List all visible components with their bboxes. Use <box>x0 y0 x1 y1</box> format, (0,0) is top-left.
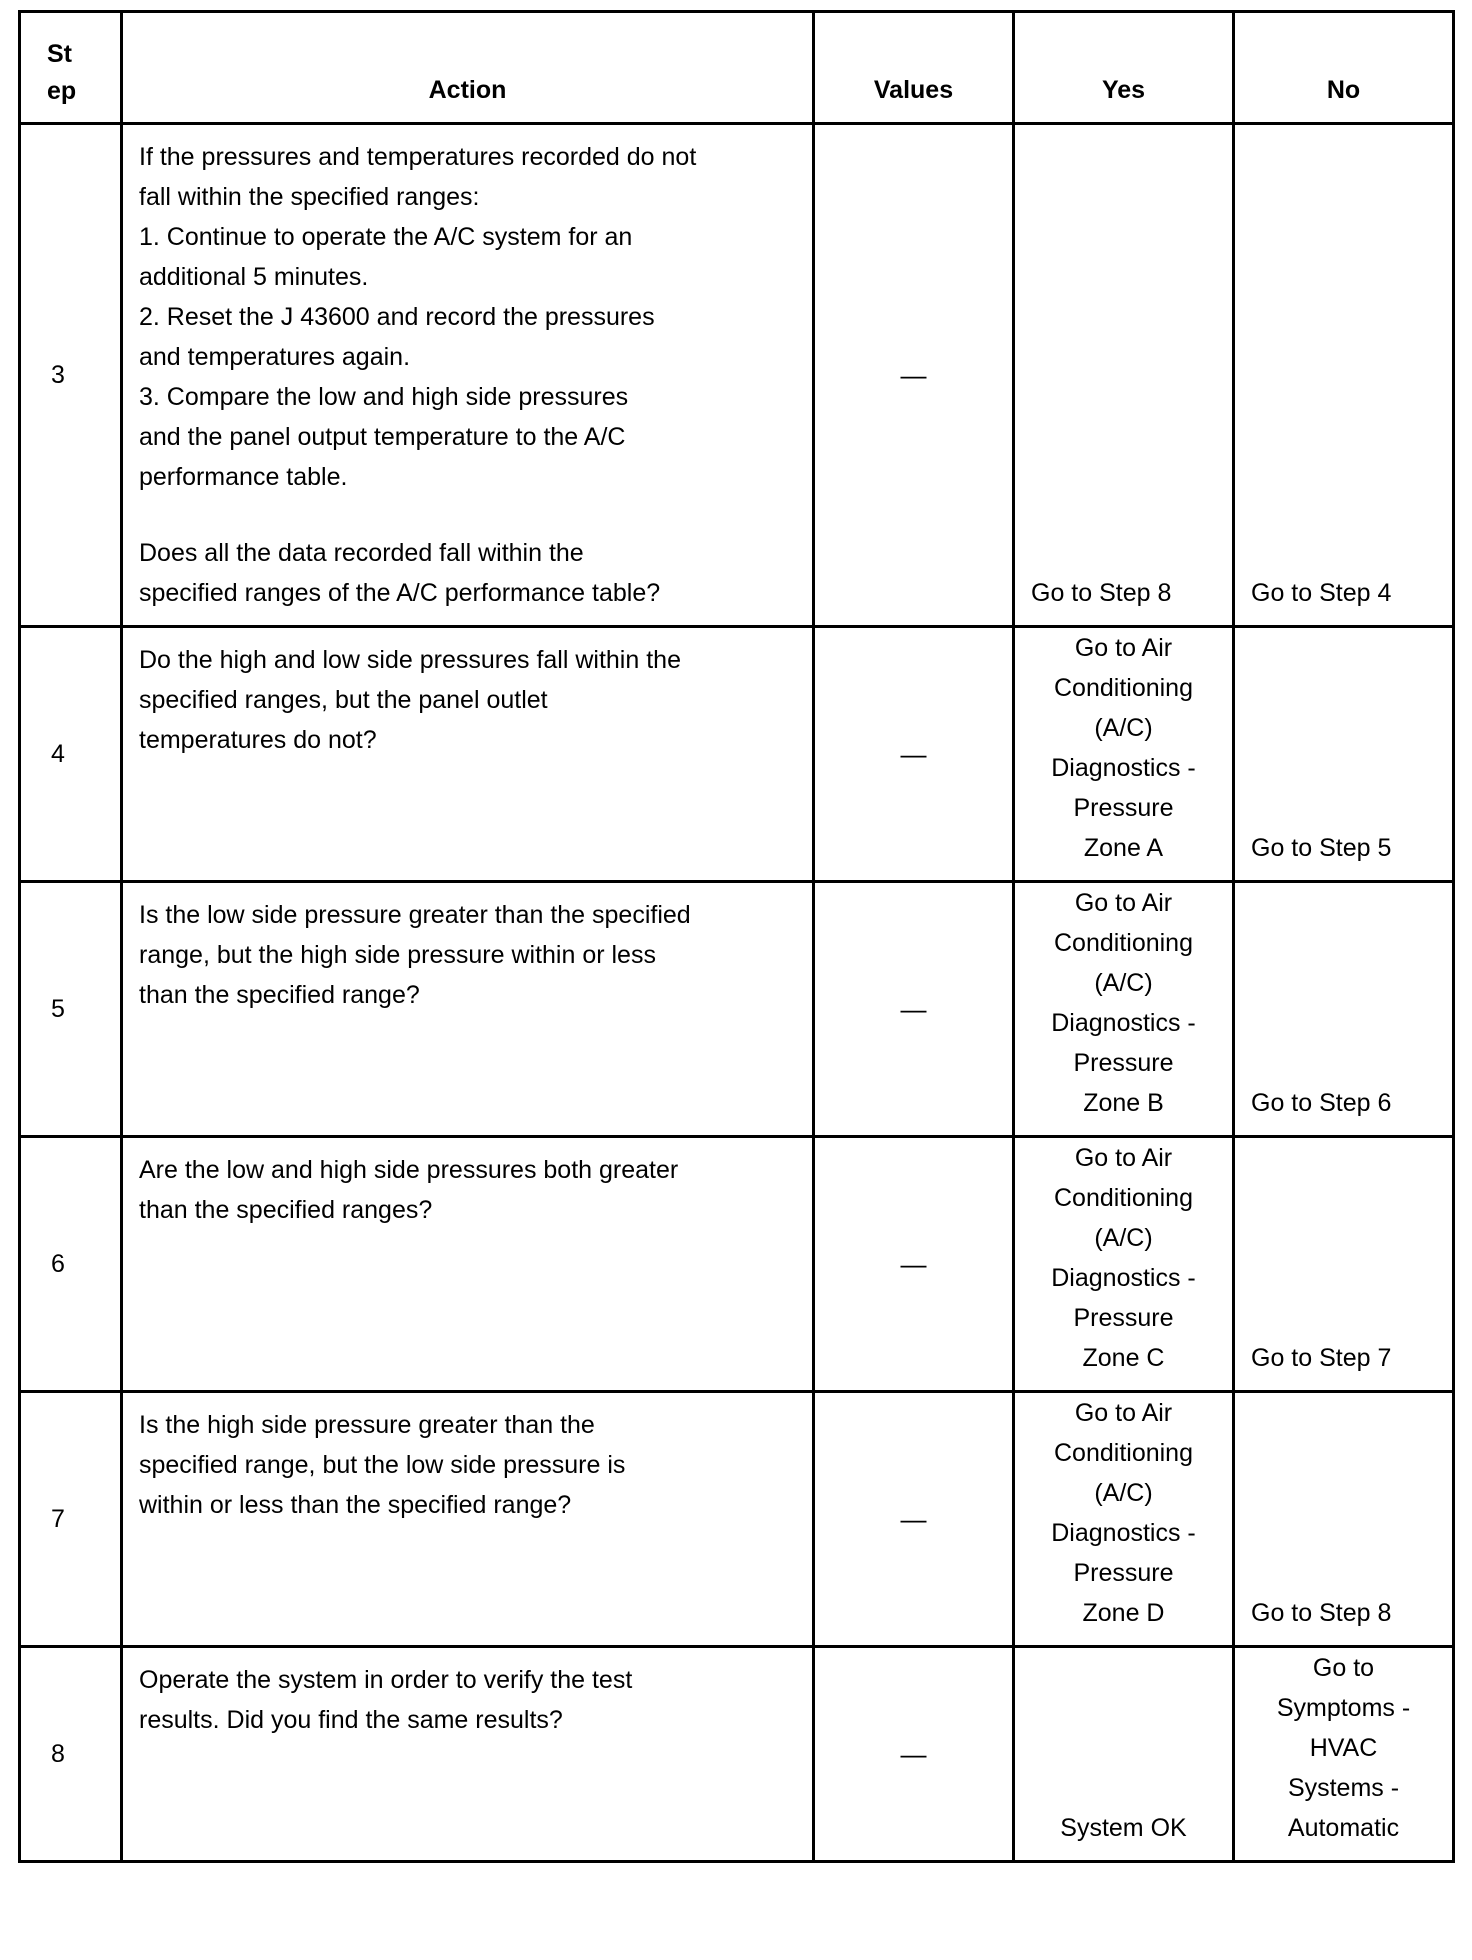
yes-line: Pressure <box>1073 1049 1174 1077</box>
step-number: 4 <box>20 627 122 882</box>
yes-line: (A/C) <box>1094 1479 1153 1507</box>
no-cell <box>1234 1647 1454 1862</box>
yes-line: Conditioning <box>1054 929 1193 957</box>
yes-line: (A/C) <box>1094 714 1153 742</box>
action-line: performance table. <box>139 463 348 491</box>
yes-cell <box>1014 124 1234 627</box>
action-line: Is the high side pressure greater than the <box>139 1411 595 1439</box>
yes-line: Go to Air <box>1074 1399 1173 1427</box>
values-cell: — <box>814 1137 1014 1392</box>
action-line: Does all the data recorded fall within the <box>139 539 584 567</box>
action-line: Are the low and high side pressures both greater <box>139 1156 679 1184</box>
action-line: 2. Reset the J 43600 and record the pressures <box>139 303 655 331</box>
action-line: 3. Compare the low and high side pressures <box>139 383 629 411</box>
action-cell <box>122 882 814 1137</box>
table-row <box>20 627 1454 882</box>
header-row <box>20 12 1454 124</box>
no-line: Go to Step 8 <box>1251 1599 1392 1627</box>
action-line: and the panel output temperature to the A/C <box>139 423 626 451</box>
yes-line: Go to Air <box>1074 889 1173 917</box>
step-number: 6 <box>20 1137 122 1392</box>
action-line: additional 5 minutes. <box>139 263 369 291</box>
action-line: fall within the specified ranges: <box>139 183 480 211</box>
no-line: HVAC <box>1309 1734 1378 1762</box>
yes-cell <box>1014 1137 1234 1392</box>
yes-line: Zone A <box>1083 834 1164 862</box>
yes-line: System OK <box>1060 1814 1187 1842</box>
no-cell <box>1234 124 1454 627</box>
action-line: specified ranges, but the panel outlet <box>139 686 548 714</box>
values-cell: — <box>814 627 1014 882</box>
header-step <box>20 12 122 124</box>
yes-cell <box>1014 1647 1234 1862</box>
yes-line: Pressure <box>1073 794 1174 822</box>
header-step-line: ep <box>47 77 77 105</box>
yes-line: Pressure <box>1073 1304 1174 1332</box>
action-line: than the specified range? <box>139 981 420 1009</box>
yes-line: Pressure <box>1073 1559 1174 1587</box>
step-number: 5 <box>20 882 122 1137</box>
table-row <box>20 1392 1454 1647</box>
header-values: Values <box>814 12 1014 124</box>
header-action: Action <box>122 12 814 124</box>
no-cell <box>1234 627 1454 882</box>
table-row <box>20 124 1454 627</box>
action-line: range, but the high side pressure within or less <box>139 941 656 969</box>
yes-line: Diagnostics - <box>1051 1519 1196 1547</box>
table-body <box>20 124 1454 1862</box>
action-line: specified ranges of the A/C performance table? <box>139 579 661 607</box>
action-cell <box>122 124 814 627</box>
action-line: than the specified ranges? <box>139 1196 433 1224</box>
yes-cell <box>1014 627 1234 882</box>
action-cell <box>122 1137 814 1392</box>
yes-line: Zone B <box>1083 1089 1164 1117</box>
step-number: 7 <box>20 1392 122 1647</box>
action-cell <box>122 1392 814 1647</box>
header-step-line: St <box>47 40 72 68</box>
no-line: Systems - <box>1287 1774 1400 1802</box>
no-line: Go to Step 6 <box>1251 1089 1392 1117</box>
yes-line: Diagnostics - <box>1051 754 1196 782</box>
yes-line: Zone D <box>1082 1599 1165 1627</box>
diagnostic-table <box>18 10 1455 1863</box>
no-line: Symptoms - <box>1276 1694 1411 1722</box>
no-cell <box>1234 1392 1454 1647</box>
yes-line: Go to Step 8 <box>1031 579 1172 607</box>
action-line: specified range, but the low side pressure is <box>139 1451 626 1479</box>
action-line: and temperatures again. <box>139 343 411 371</box>
no-line: Automatic <box>1287 1814 1400 1842</box>
action-cell <box>122 627 814 882</box>
action-line: 1. Continue to operate the A/C system for an <box>139 223 633 251</box>
table-row <box>20 882 1454 1137</box>
yes-line: Diagnostics - <box>1051 1264 1196 1292</box>
table-row <box>20 1647 1454 1862</box>
header-no: No <box>1234 12 1454 124</box>
table-row <box>20 1137 1454 1392</box>
yes-line: Diagnostics - <box>1051 1009 1196 1037</box>
action-line: If the pressures and temperatures recorded do not <box>139 143 697 171</box>
action-line: Do the high and low side pressures fall within the <box>139 646 681 674</box>
action-line: Is the low side pressure greater than the specified <box>139 901 691 929</box>
yes-line: Conditioning <box>1054 674 1193 702</box>
action-spacer <box>139 497 772 533</box>
yes-line: Conditioning <box>1054 1439 1193 1467</box>
no-line: Go to Step 7 <box>1251 1344 1392 1372</box>
action-line: results. Did you find the same results? <box>139 1706 563 1734</box>
yes-line: Conditioning <box>1054 1184 1193 1212</box>
step-number: 3 <box>20 124 122 627</box>
action-cell <box>122 1647 814 1862</box>
no-line: Go to Step 5 <box>1251 834 1392 862</box>
action-line: Operate the system in order to verify the test <box>139 1666 633 1694</box>
values-cell: — <box>814 1647 1014 1862</box>
step-number: 8 <box>20 1647 122 1862</box>
yes-line: Go to Air <box>1074 634 1173 662</box>
no-line: Go to <box>1312 1654 1375 1682</box>
action-line: within or less than the specified range? <box>139 1491 572 1519</box>
yes-line: (A/C) <box>1094 969 1153 997</box>
no-cell <box>1234 882 1454 1137</box>
no-cell <box>1234 1137 1454 1392</box>
values-cell: — <box>814 882 1014 1137</box>
yes-cell <box>1014 1392 1234 1647</box>
yes-line: Zone C <box>1082 1344 1165 1372</box>
yes-line: (A/C) <box>1094 1224 1153 1252</box>
yes-line: Go to Air <box>1074 1144 1173 1172</box>
values-cell: — <box>814 1392 1014 1647</box>
values-cell: — <box>814 124 1014 627</box>
action-line: temperatures do not? <box>139 726 377 754</box>
no-line: Go to Step 4 <box>1251 579 1392 607</box>
yes-cell <box>1014 882 1234 1137</box>
header-yes: Yes <box>1014 12 1234 124</box>
